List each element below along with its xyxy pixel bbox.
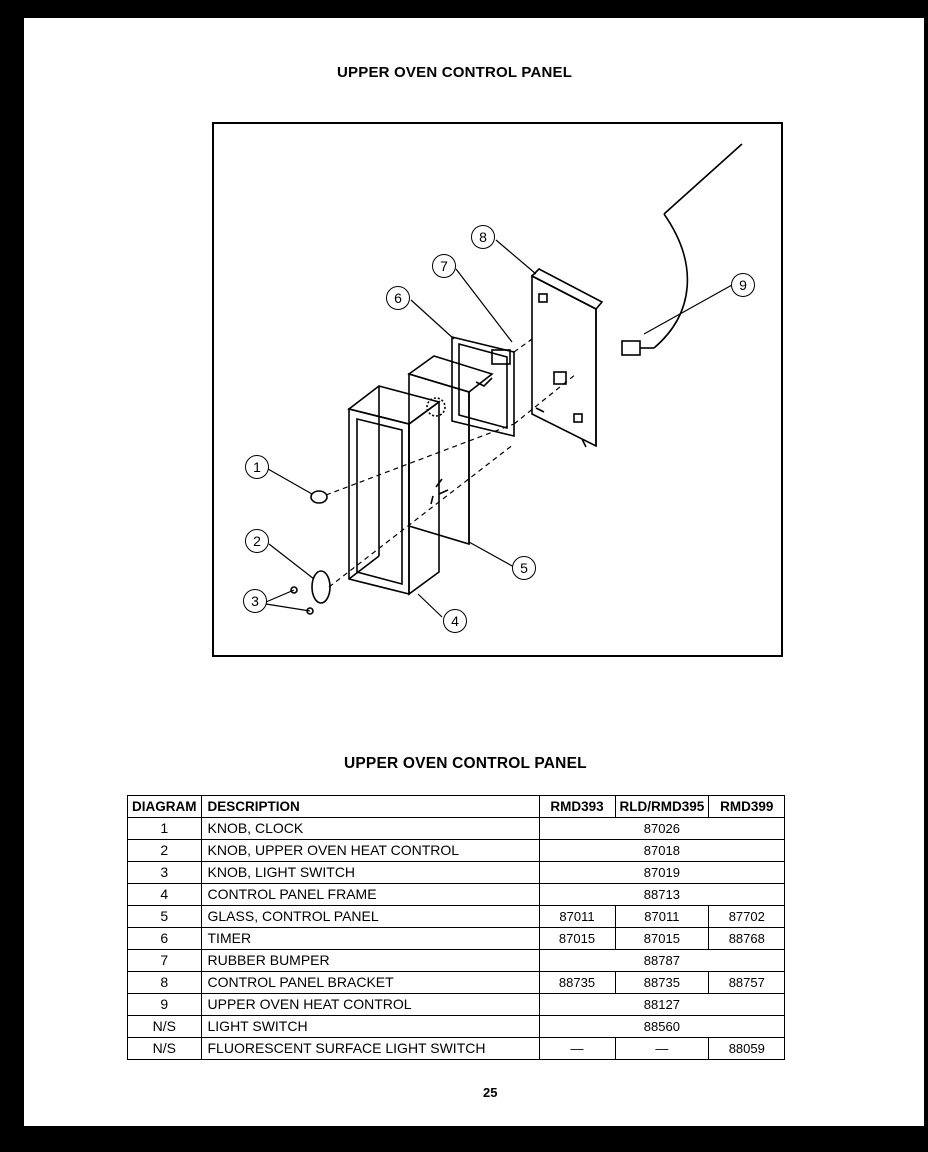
callout-9: 9 (731, 273, 755, 297)
callout-2: 2 (245, 529, 269, 553)
cell-rld-rmd395: — (615, 1038, 709, 1060)
exploded-view-drawing (214, 124, 781, 655)
table-row (128, 884, 785, 906)
leader-lines (266, 240, 732, 617)
table-row (128, 906, 785, 928)
cell-diagram: N/S (128, 1016, 202, 1038)
table-row (128, 950, 785, 972)
callout-8: 8 (471, 225, 495, 249)
cell-description: CONTROL PANEL BRACKET (201, 972, 539, 994)
cell-part-number: 88713 (539, 884, 785, 906)
cell-part-number: 88560 (539, 1016, 785, 1038)
cell-description: FLUORESCENT SURFACE LIGHT SWITCH (201, 1038, 539, 1060)
cell-rmd393: — (539, 1038, 615, 1060)
table-row (128, 840, 785, 862)
cell-description: KNOB, LIGHT SWITCH (201, 862, 539, 884)
cell-part-number: 87026 (539, 818, 785, 840)
cell-diagram: 7 (128, 950, 202, 972)
cell-rmd393: 88735 (539, 972, 615, 994)
table-row (128, 928, 785, 950)
cell-diagram: 2 (128, 840, 202, 862)
control-panel-frame-drawing (349, 386, 439, 594)
assembly-lines (326, 339, 576, 587)
cell-diagram: 5 (128, 906, 202, 928)
cell-rmd399: 88059 (709, 1038, 785, 1060)
cell-description: CONTROL PANEL FRAME (201, 884, 539, 906)
cell-description: TIMER (201, 928, 539, 950)
cell-rmd393: 87011 (539, 906, 615, 928)
cell-rld-rmd395: 87011 (615, 906, 709, 928)
page-title: UPPER OVEN CONTROL PANEL (337, 64, 573, 81)
table-header-row (128, 796, 785, 818)
header-description: DESCRIPTION (201, 796, 539, 818)
callout-1: 1 (245, 455, 269, 479)
cell-part-number: 87018 (539, 840, 785, 862)
cell-diagram: 9 (128, 994, 202, 1016)
cell-part-number: 88127 (539, 994, 785, 1016)
header-rmd399: RMD399 (709, 796, 785, 818)
table-row (128, 972, 785, 994)
table-row (128, 1038, 785, 1060)
cell-rmd399: 88757 (709, 972, 785, 994)
cell-diagram: 3 (128, 862, 202, 884)
cell-diagram: 8 (128, 972, 202, 994)
heat-control-drawing (622, 144, 742, 355)
table-title: UPPER OVEN CONTROL PANEL (344, 755, 587, 772)
cell-description: RUBBER BUMPER (201, 950, 539, 972)
cell-diagram: 4 (128, 884, 202, 906)
cell-rld-rmd395: 88735 (615, 972, 709, 994)
callout-4: 4 (443, 609, 467, 633)
cell-part-number: 88787 (539, 950, 785, 972)
callout-7: 7 (432, 254, 456, 278)
cell-description: KNOB, CLOCK (201, 818, 539, 840)
callout-3: 3 (243, 589, 267, 613)
cell-rld-rmd395: 87015 (615, 928, 709, 950)
cell-diagram: 6 (128, 928, 202, 950)
callout-5: 5 (512, 556, 536, 580)
table-row (128, 994, 785, 1016)
cell-rmd393: 87015 (539, 928, 615, 950)
callout-6: 6 (386, 286, 410, 310)
knob-clock-drawing (311, 491, 327, 503)
table-row (128, 1016, 785, 1038)
table-row (128, 818, 785, 840)
timer-drawing (452, 337, 514, 436)
knob-heat-control-drawing (312, 571, 330, 603)
cell-description: KNOB, UPPER OVEN HEAT CONTROL (201, 840, 539, 862)
control-panel-bracket-drawing (532, 269, 602, 447)
cell-part-number: 87019 (539, 862, 785, 884)
cell-description: UPPER OVEN HEAT CONTROL (201, 994, 539, 1016)
header-diagram: DIAGRAM (128, 796, 202, 818)
cell-description: LIGHT SWITCH (201, 1016, 539, 1038)
cell-rmd399: 87702 (709, 906, 785, 928)
table-row (128, 862, 785, 884)
cell-description: GLASS, CONTROL PANEL (201, 906, 539, 928)
cell-rmd399: 88768 (709, 928, 785, 950)
page-number: 25 (483, 1085, 498, 1100)
parts-table (127, 795, 785, 1060)
exploded-diagram (212, 122, 783, 657)
header-rmd393: RMD393 (539, 796, 615, 818)
header-rld-rmd395: RLD/RMD395 (615, 796, 709, 818)
cell-diagram: N/S (128, 1038, 202, 1060)
cell-diagram: 1 (128, 818, 202, 840)
